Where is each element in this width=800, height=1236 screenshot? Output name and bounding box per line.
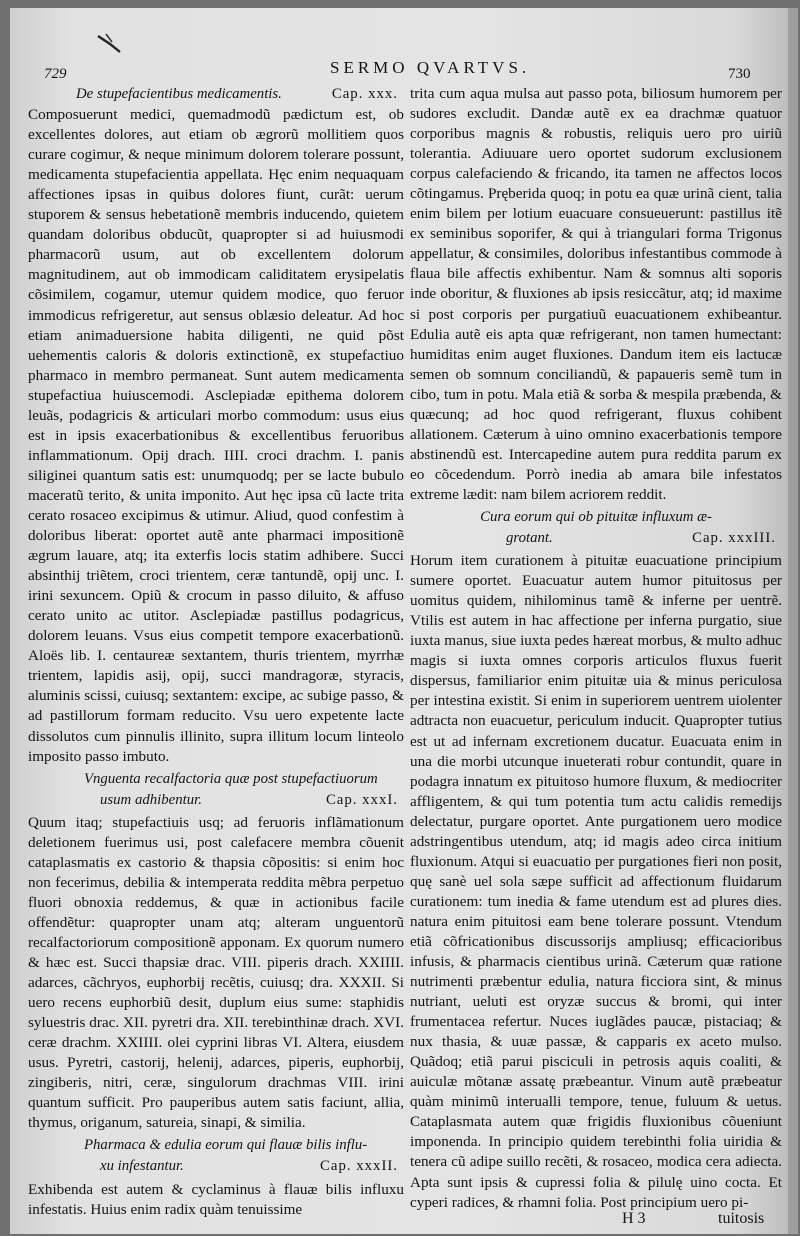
paragraph: Horum item curationem à pituitæ euacuatione principium sumere oportet. Euacuatur autem humor pituitosus per uomitus quidem, nihilominus tamẽ & inferne per uentrẽ. Vtilis est autem in hac affectione per inferna purgatio, siue iuxta manus, siue iuxta pedes hæreat morbus, & multo adhuc magis si iuxta omnes corporis articulos fluxus fuerit dispersus, familiarior enim pituitæ uia & minus periculosa per intestina existit. Si enim in superiorem uentrem uiolenter adtracta non euacuetur, periculum inducit. Quapropter tutius est ut ad infernam excretionem ducatur. Euacuata enim in una die morbi utcunque inueterati robur contundit, quare in podagra innatum ex pituitoso humore fluxum, & mediocriter affligentem, & qui tum potentia tum actu calidis remedijs delectatur, purgare oportet. Ante purgationem uero modice adstringentibus utendum, atq; id magis adeo circa initium fluxionum. Atqui si euacuatio per purgationes fieri non posit, quę sanè uel sola sæpe sufficit ad affectionum fluidarum curationem: tum inedia & fame utendum est ad plures dies. natura enim pituitosi eam bene tolerare possunt. Vtendum etiã cõfricationibus discussorijs ampliusq; efficacioribus infusis, & pharmacis cientibus urinã. Cæterum quæ ratione nutrimenti præbentur edulia, natura ficciora sint, & minus nutriant, ueluti est oryzæ succus & bromi, qui inter frumentacea refertur. Nuces iuglãdes paucæ, pistaciaq; & nux thasia, & uuæ passæ, & capparis ex aceto mulso. Quãdoq; etiã parui pisciculi in petrosis aquis coaliti, & auiculæ mõtanæ assatę præbeantur. Vinum autẽ præbeatur quàm minimũ interualli tempore, tenue, fuluum & uetus. Cataplasmata autem quæ frigidis fluxionibus cõueniunt imponenda. In principio quidem terebinthi folia uiridia & tenera cũ adipe suillo recẽti, & rosaceo, modica cera adiecta. Apta sunt ipsis & cupressi folia & pilulę uino cocta. Et cyperi radices, & rhamni folia. Post principium uero pi-	[410, 552, 782, 1211]
chapter-number: Cap. xxxI.	[325, 791, 398, 808]
chapter-heading	[410, 507, 782, 527]
chapter-number: Cap. xxxII.	[320, 1158, 398, 1175]
running-head: SERMO QVARTVS.	[330, 58, 531, 77]
chapter-title: Vnguenta recalfactoria quæ post stupefactiuorum	[84, 770, 378, 787]
paragraph: Exhibenda est autem & cyclaminus à flauæ bilis influxu infestatis. Huius enim radix quàm tenuissime	[28, 1180, 404, 1218]
chapter-title: Cura eorum qui ob pituitæ influxum æ-	[480, 508, 712, 525]
left-column	[28, 84, 404, 1222]
chapter-heading	[28, 769, 404, 789]
folio-left: 729	[44, 66, 67, 82]
chapter-number: Cap. xxxIII.	[692, 530, 776, 547]
chapter-heading-cont	[28, 1156, 404, 1176]
chapter-title-cont: usum adhibentur.	[100, 791, 202, 808]
catchword: tuitosis	[718, 1210, 765, 1227]
folio-right: 730	[728, 66, 751, 82]
chapter-heading-cont	[410, 528, 782, 548]
chapter-heading	[28, 1135, 404, 1155]
chapter-title: Pharmaca & edulia eorum qui flauæ bilis influ-	[84, 1137, 368, 1154]
chapter-heading-cont	[28, 790, 404, 810]
chapter-number: Cap. xxx.	[331, 86, 398, 102]
paragraph: Composuerunt medici, quemadmodũ pædictum est, ob excellentes dolores, aut etiam ob ægrorũ mollitiem quos curare cogimur, & neque minimum dolorem tolerare possunt, medicamenta stupefacientia appellata. Hęc enim nequaquam affectiones ipsas in quibus dolores fiunt, curãt: uerum stuporem & sensus hebetationẽ membris inducendo, quietem quandam doloribus obducũt, quapropter si ad huiusmodi pharmacorũ usum, aut ob excellentem dolorum magnitudinem, aut ob immodicam caliditatem erysipelatis cõsimilem, cogamur, utemur quidem modice, quo feruor immodicus refrigeretur, aut sensus oblæsio deleatur. Ad hoc etiam animaduersione habita diligenti, ne quid põst uehementis caloris & doloris extinctionẽ, ex stupefactiuo pharmaco in membro permaneat. Sunt autem medicamenta stupefactiua huiuscemodi. Asclepiadæ epithema dolorem leuãs, podagricis & articulari morbo commodum: usus eius est in ipsis exacerbationibus & excellentibus feruoribus inflammationum. Opij drach. IIII. croci drachm. I. panis siliginei quantum satis est: unumquodq; per se lacte bubulo maceratũ terito, & unita imponito. Aut hęc ipsa cũ lacte trita cerato rosaceo excipimus & utimur. Aliud, quod confestim à doloribus liberat: oportet autẽ ante pharmaci impositionẽ ægrum lauare, atq; ita exterfis locis statim adhibere. Succi absinthij triẽtem, croci trientem, ceræ tantundẽ, opij unc. I. irini sexuncem. Opiũ & crocum in passo diluito, & affuso cerato unito ac utitor. Asclepiadæ pastillus podagricus, dolorem leuans. Vsus eius competit tempore exacerbationũ. Aloës lib. I. centaureæ sextantem, thuris trientem, myrrhæ trientem, lapidis asij, opij, succi mandragoræ, styracis, aluminis scissi, cuiusq; sextantem: excipe, ac subige passo, & ad pastillorum formam reducito. Vsu uero expetente lacte dissolutos cum pinnulis illinito, supra illitum locum linteolo imposito passo imbuto.	[28, 106, 404, 765]
chapter-heading	[28, 84, 404, 104]
paragraph: trita cum aqua mulsa aut passo pota, biliosum humorem per sudores excludit. Dandæ autẽ ex ea drachmæ quatuor corporibus magnis & robustis, reliquis uero pro uiriũ tolerantia. Adiuuare uero oportet sudorum exclusionem corpus calefaciendo & fricando, ita tamen ne affectos locos cõtingamus. Pręberida quoq; in potu ea quæ urinã cient, talia enim bilem per lotium euacuare consueuerunt: pastillus itẽ ex seminibus soporifer, & qui à triangulari forma Trigonus appellatur, & consimiles, doloribus infestantibus commode à flaua bile affectis exhibentur. Nam & somnus alti soporis inde oboritur, & fluxiones ab ipsis resiccãtur, atq; id maxime si post corporis per purgatiuũ euacuationem exhibeantur. Edulia autẽ eis apta quæ refrigerant, non tamen humectant: humiditas enim auget fluxiones. Dandum item eis lactucæ semen ob somnum conciliandũ, & papaueris semẽ tum in cibo, tum in potu. Mala etiã & sorba & mespila præbenda, & quæcunq; ad hoc quod refrigerant, fluxus cohibent allationem. Cæterum à uino omnino exacerbationis tempore abstinendũ est. Intercapedine autem pura reddita parum ex eo cõcedendum. Porrò inedia ab amara bile infestatos extreme lædit: nam bilem acriorem reddit.	[410, 85, 782, 503]
ink-mark-icon	[96, 32, 124, 54]
chapter-title-cont: grotant.	[506, 530, 553, 547]
chapter-title: De stupefacientibus medicamentis.	[76, 86, 282, 102]
chapter-title-cont: xu infestantur.	[100, 1158, 184, 1175]
right-column	[410, 84, 782, 1215]
paragraph: Quum itaq; stupefactiuis usq; ad feruoris inflãmationum deletionem fuerimus usi, post calefacere membra cõuenit cataplasmatis ex castorio & thapsia cõpositis: si enim hoc non fecerimus, debilia & intemperata reddita mẽbra perpetuo fluori obnoxia reddemus, & quæ in actionibus facile offendẽtur: quapropter unam atq; alteram unguentorũ recalfactoriorum compositionẽ apponam. Ex quorum numero & hæc est. Succi thapsiæ drac. VIII. piperis drach. XXIIII. adarces, cãchryos, euphorbij recẽtis, cuiusq; dra. XXXII. Si uero recens euphorbiũ desit, duplum eius sume: staphidis syluestris drac. XII. pyretri dra. XII. terebinthinæ drach. XVI. ceræ drachm. XXIIII. olei cyprini libras VI. Altera, eiusdem usus. Pyretri, castorij, helenij, adarces, piperis, euphorbij, zingiberis, nitri, ceræ, singulorum drachmas VIII. irini quantum sufficit. Pro pauperibus autem satis faciunt, allia, thymus, origanum, satureia, sinapi, & similia.	[28, 813, 404, 1132]
page-edge-shadow	[788, 8, 798, 1234]
signature-mark: H 3	[622, 1210, 646, 1227]
book-page	[10, 8, 798, 1234]
